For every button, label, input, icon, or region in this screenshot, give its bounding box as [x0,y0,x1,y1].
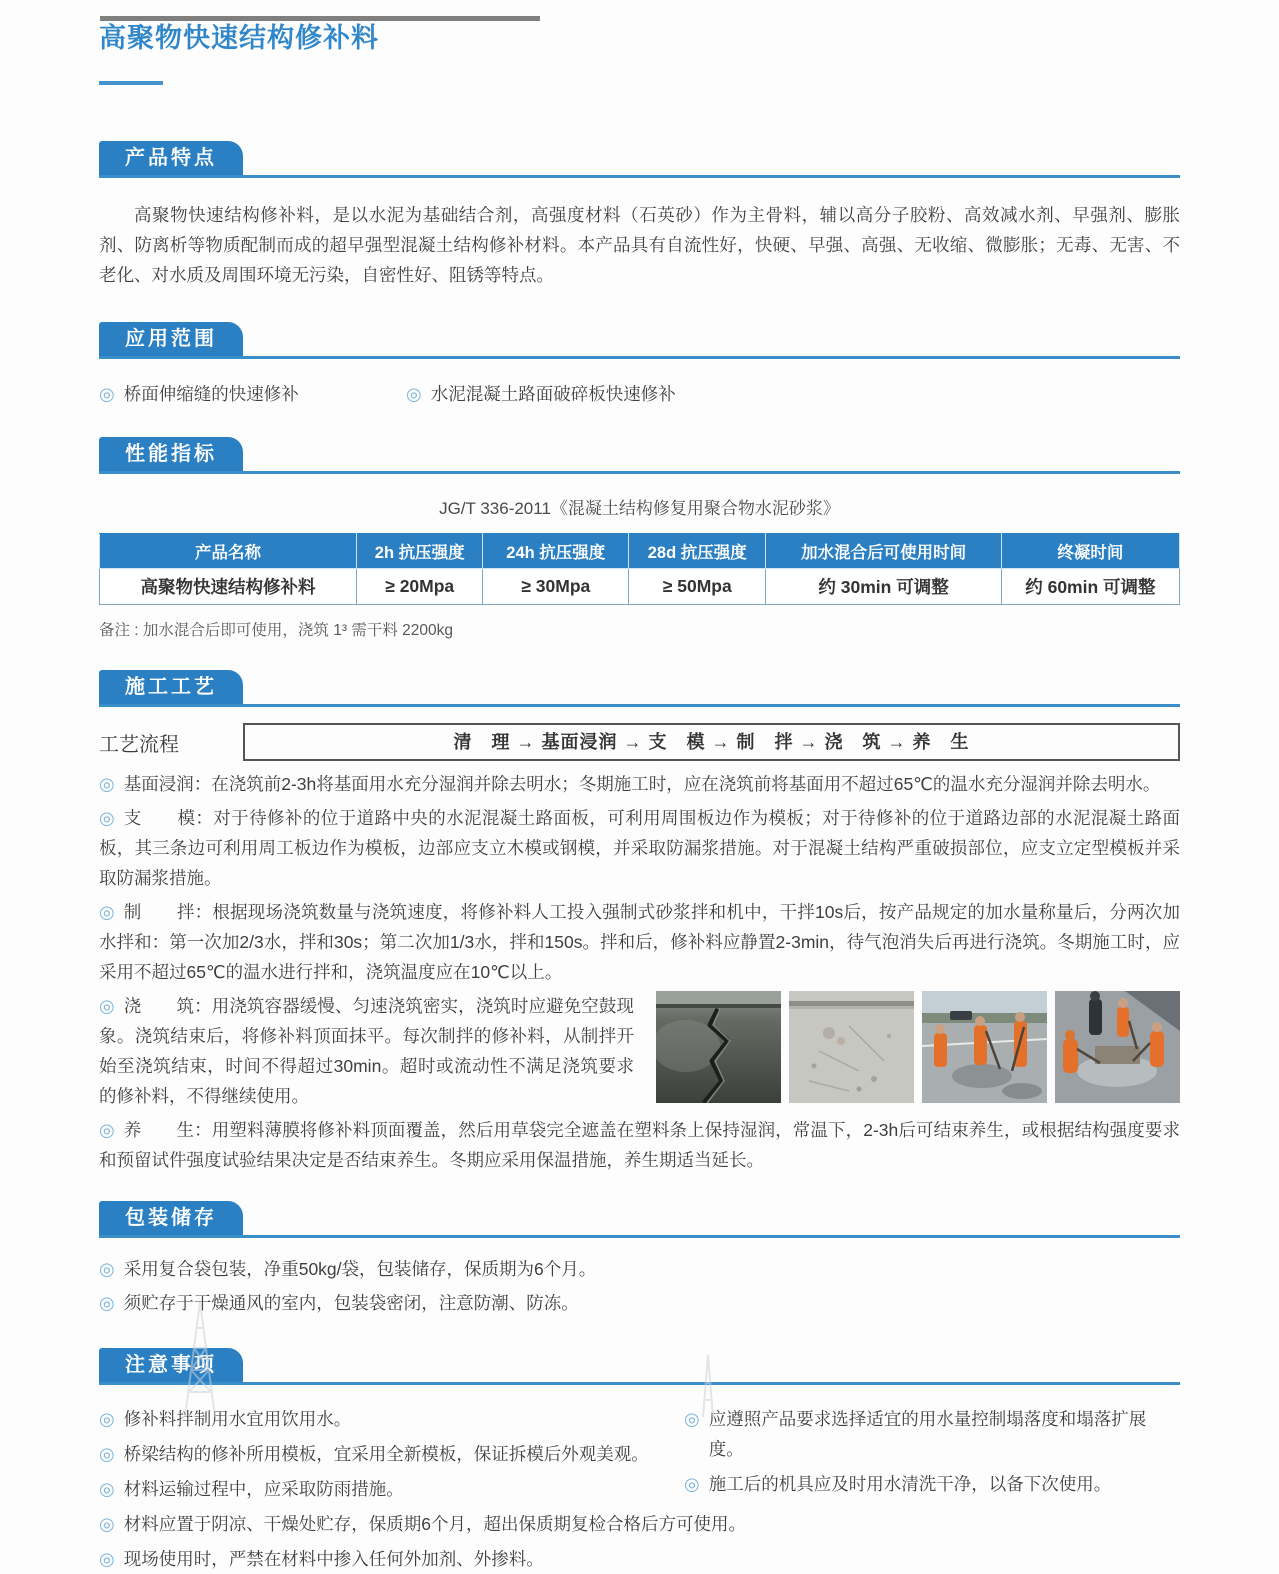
photo-workers-troweling [1055,991,1180,1103]
application-items [99,379,1180,409]
ring-bullet-icon: ◎ [99,384,115,404]
process-step-text: 养 生：用塑料薄膜将修补料顶面覆盖，然后用草袋完全遮盖在塑料条上保持湿润，常温下，2-3h后可结束养生，或根据结构强度要求和预留试件强度试验结果决定是否结束养生。冬期应采用保温措施，养生期适当延长。 [99,1120,1180,1170]
ring-bullet-icon: ◎ [99,1444,115,1464]
photo-cracked-pavement [656,991,781,1103]
photo-damaged-slab [789,991,914,1103]
ring-bullet-icon: ◎ [99,902,115,922]
section-application [99,322,1180,409]
storage-item [99,1254,1180,1284]
section-features [99,141,1180,290]
table-header-cell: 2h 抗压强度 [357,534,483,569]
table-header-cell: 24h 抗压强度 [483,534,629,569]
table-remark: 备注 : 加水混合后即可使用，浇筑 1³ 需干料 2200kg [99,622,453,639]
ring-bullet-icon: ◎ [99,1514,115,1534]
application-item-label: 桥面伸缩缝的快速修补 [123,384,299,404]
note-item-label: 施工后的机具应及时用水清洗干净，以备下次使用。 [708,1474,1112,1494]
table-cell: 高聚物快速结构修补料 [100,569,357,605]
application-item [406,379,676,409]
ring-bullet-icon: ◎ [99,1479,115,1499]
note-item [99,1474,684,1504]
note-item-label: 材料运输过程中，应采取防雨措施。 [123,1479,404,1499]
storage-items [99,1254,1180,1318]
cracked-pavement-graphic [656,991,781,1103]
notes-items [99,1399,1180,1574]
table-cell: 约 30min 可调整 [766,569,1001,605]
note-item-label: 桥梁结构的修补所用模板，宜采用全新模板，保证拆模后外观美观。 [123,1444,649,1464]
process-step [99,897,1180,987]
process-tab: 施工工艺 [99,670,243,704]
features-paragraph: 高聚物快速结构修补料，是以水泥为基础结合剂，高强度材料（石英砂）作为主骨料，辅以高分子胶粉、高效减水剂、早强剂、膨胀剂、防离析等物质配制而成的超早强型混凝土结构修补材料。本产品具有自流性好，快硬、早强、高强、无收缩、微膨胀；无毒、无害、不老化、对水质及周围环境无污染，自密性好、阻锈等特点。 [99,205,1180,285]
section-performance [99,437,1180,640]
process-flow-row [99,723,1180,761]
section-notes [99,1348,1180,1574]
table-header-cell: 终凝时间 [1001,534,1179,569]
notes-column-left [99,1399,684,1504]
note-item-label: 材料应置于阴凉、干燥处贮存，保质期6个月，超出保质期复检合格后方可使用。 [123,1514,746,1534]
table-cell: ≥ 30Mpa [483,569,629,605]
table-cell: ≥ 50Mpa [629,569,766,605]
note-item-label: 应遵照产品要求选择适宜的用水量控制塌落度和塌落扩展度。 [708,1409,1147,1459]
table-header-row [100,534,1180,569]
note-item [684,1469,1180,1499]
process-step [99,769,1180,799]
performance-tab: 性能指标 [99,437,243,471]
flow-label: 工艺流程 [99,733,179,756]
application-item-label: 水泥混凝土路面破碎板快速修补 [430,384,676,404]
ring-bullet-icon: ◎ [99,808,115,828]
process-step-text: 制 拌：根据现场浇筑数量与浇筑速度，将修补料人工投入强制式砂浆拌和机中，干拌10s后，按产品规定的加水量称量后，分两次加水拌和：第一次加2/3水，拌和30s；第二次加1/3水，拌和150s。拌和后，修补料应静置2-3min，待气泡消失后再进行浇筑。冬期施工时，应采用不超过65℃的温水进行拌和，浇筑温度应在10℃以上。 [99,902,1180,982]
workers-pouring-graphic [922,991,1047,1103]
workers-troweling-graphic [1055,991,1180,1103]
section-storage [99,1201,1180,1318]
process-step-text: 基面浸润：在浇筑前2-3h将基面用水充分湿润并除去明水；冬期施工时，应在浇筑前将基面用不超过65℃的温水充分湿润并除去明水。 [123,774,1161,794]
note-item-label: 现场使用时，严禁在材料中掺入任何外加剂、外掺料。 [123,1549,544,1569]
document-page [99,16,1180,1574]
note-item [99,1404,684,1434]
notes-column-right [684,1399,1180,1504]
features-header [99,141,1180,178]
ring-bullet-icon: ◎ [99,1259,115,1279]
process-step [99,1115,1180,1175]
storage-tab: 包装储存 [99,1201,243,1235]
note-item [684,1404,1180,1464]
process-step [99,803,1180,893]
table-header-cell: 产品名称 [100,534,357,569]
ring-bullet-icon: ◎ [99,1293,115,1313]
table-header-cell: 28d 抗压强度 [629,534,766,569]
table-row [100,569,1180,605]
storage-item-label: 采用复合袋包装，净重50kg/袋，包装储存，保质期为6个月。 [123,1259,597,1279]
section-process [99,670,1180,1175]
process-step-text: 浇 筑：用浇筑容器缓慢、匀速浇筑密实，浇筑时应避免空鼓现象。浇筑结束后，将修补料顶面抹平。每次制拌的修补料，从制拌开始至浇筑结束，时间不得超过30min。超时或流动性不满足浇筑要求的修补料，不得继续使用。 [99,996,634,1106]
ring-bullet-icon: ◎ [99,1409,115,1429]
application-header [99,322,1180,359]
table-cell: 约 60min 可调整 [1001,569,1179,605]
ring-bullet-icon: ◎ [99,1549,115,1569]
photo-workers-pouring [922,991,1047,1103]
note-item-label: 修补料拌制用水宜用饮用水。 [123,1409,352,1429]
notes-header [99,1348,1180,1385]
process-header [99,670,1180,707]
note-item [99,1509,1180,1539]
note-item [99,1439,684,1469]
process-steps [99,769,1180,1175]
standard-reference: JG/T 336-2011《混凝土结构修复用聚合物水泥砂浆》 [439,499,840,518]
ring-bullet-icon: ◎ [99,996,115,1016]
ring-bullet-icon: ◎ [684,1474,700,1494]
page-title: 高聚物快速结构修补料 [99,23,379,53]
notes-tab: 注意事项 [99,1348,243,1382]
title-underline [99,81,163,85]
application-item [99,379,406,409]
flow-diagram: 清 理 → 基面浸润 → 支 模 → 制 拌 → 浇 筑 → 养 生 [243,723,1180,761]
performance-table [99,533,1180,605]
top-edge-artifact [100,16,540,21]
ring-bullet-icon: ◎ [406,384,422,404]
ring-bullet-icon: ◎ [684,1409,700,1429]
notes-columns [99,1399,1180,1504]
storage-item [99,1288,1180,1318]
application-tab: 应用范围 [99,322,243,356]
storage-header [99,1201,1180,1238]
table-header-cell: 加水混合后可使用时间 [766,534,1001,569]
table-cell: ≥ 20Mpa [357,569,483,605]
ring-bullet-icon: ◎ [99,774,115,794]
performance-header [99,437,1180,474]
storage-item-label: 须贮存于干燥通风的室内，包装袋密闭，注意防潮、防冻。 [123,1293,579,1313]
note-item [99,1544,1180,1574]
process-step-text: 支 模：对于待修补的位于道路中央的水泥混凝土路面板，可利用周围板边作为模板；对于待修补的位于道路边部的水泥混凝土路面板，其三条边可利用周工板边作为模板，边部应支立木模或钢模，并采取防漏浆措施。对于混凝土结构严重破损部位，应支立定型模板并采取防漏浆措施。 [99,808,1180,888]
site-photo-strip [656,991,1180,1103]
features-tab: 产品特点 [99,141,243,175]
ring-bullet-icon: ◎ [99,1120,115,1140]
damaged-slab-graphic [789,991,914,1103]
